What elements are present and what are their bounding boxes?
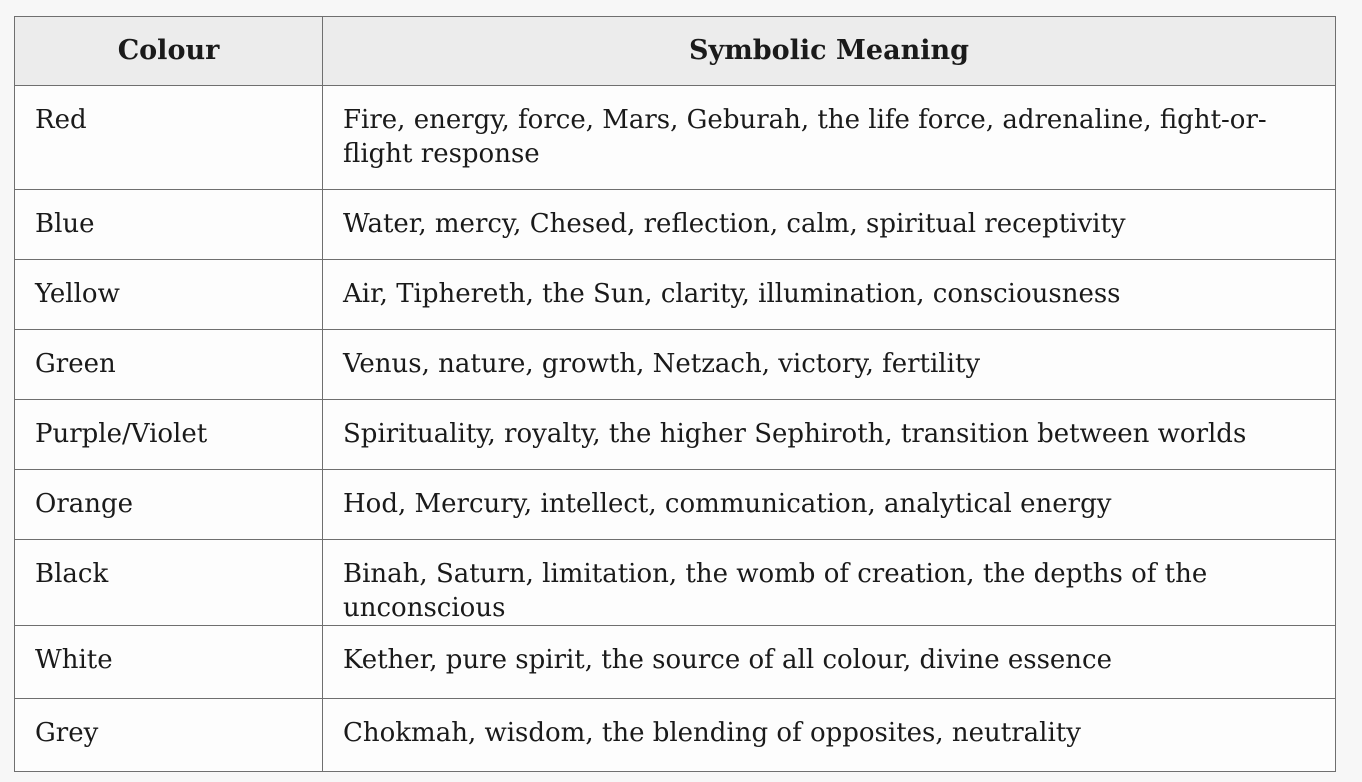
colour-meaning-table [14,16,1336,772]
table-row [15,626,1336,699]
table-row [15,540,1336,626]
table-row [15,190,1336,260]
colour-meaning-table-container [14,16,1335,757]
colour-cell: Grey [15,699,323,772]
colour-cell: Green [15,330,323,400]
header-colour: Colour [15,17,323,86]
header-symbolic-meaning: Symbolic Meaning [323,17,1336,86]
colour-cell: Orange [15,470,323,540]
colour-cell: White [15,626,323,699]
colour-cell: Yellow [15,260,323,330]
colour-cell: Black [15,540,323,626]
table-row [15,330,1336,400]
table-row [15,400,1336,470]
meaning-cell: Hod, Mercury, intellect, communication, analytical energy [323,470,1336,540]
table-row [15,470,1336,540]
meaning-cell: Air, Tiphereth, the Sun, clarity, illumination, consciousness [323,260,1336,330]
meaning-cell: Kether, pure spirit, the source of all colour, divine essence [323,626,1336,699]
colour-cell: Purple/Violet [15,400,323,470]
meaning-cell: Binah, Saturn, limitation, the womb of creation, the depths of the unconscious [323,540,1336,626]
colour-cell: Red [15,86,323,190]
meaning-cell: Fire, energy, force, Mars, Geburah, the life force, adrenaline, fight-or-flight response [323,86,1336,190]
table-row [15,260,1336,330]
table-row [15,86,1336,190]
meaning-cell: Spirituality, royalty, the higher Sephiroth, transition between worlds [323,400,1336,470]
colour-cell: Blue [15,190,323,260]
meaning-cell: Venus, nature, growth, Netzach, victory, fertility [323,330,1336,400]
table-header-row [15,17,1336,86]
meaning-cell: Chokmah, wisdom, the blending of opposites, neutrality [323,699,1336,772]
meaning-cell: Water, mercy, Chesed, reflection, calm, spiritual receptivity [323,190,1336,260]
table-row [15,699,1336,772]
